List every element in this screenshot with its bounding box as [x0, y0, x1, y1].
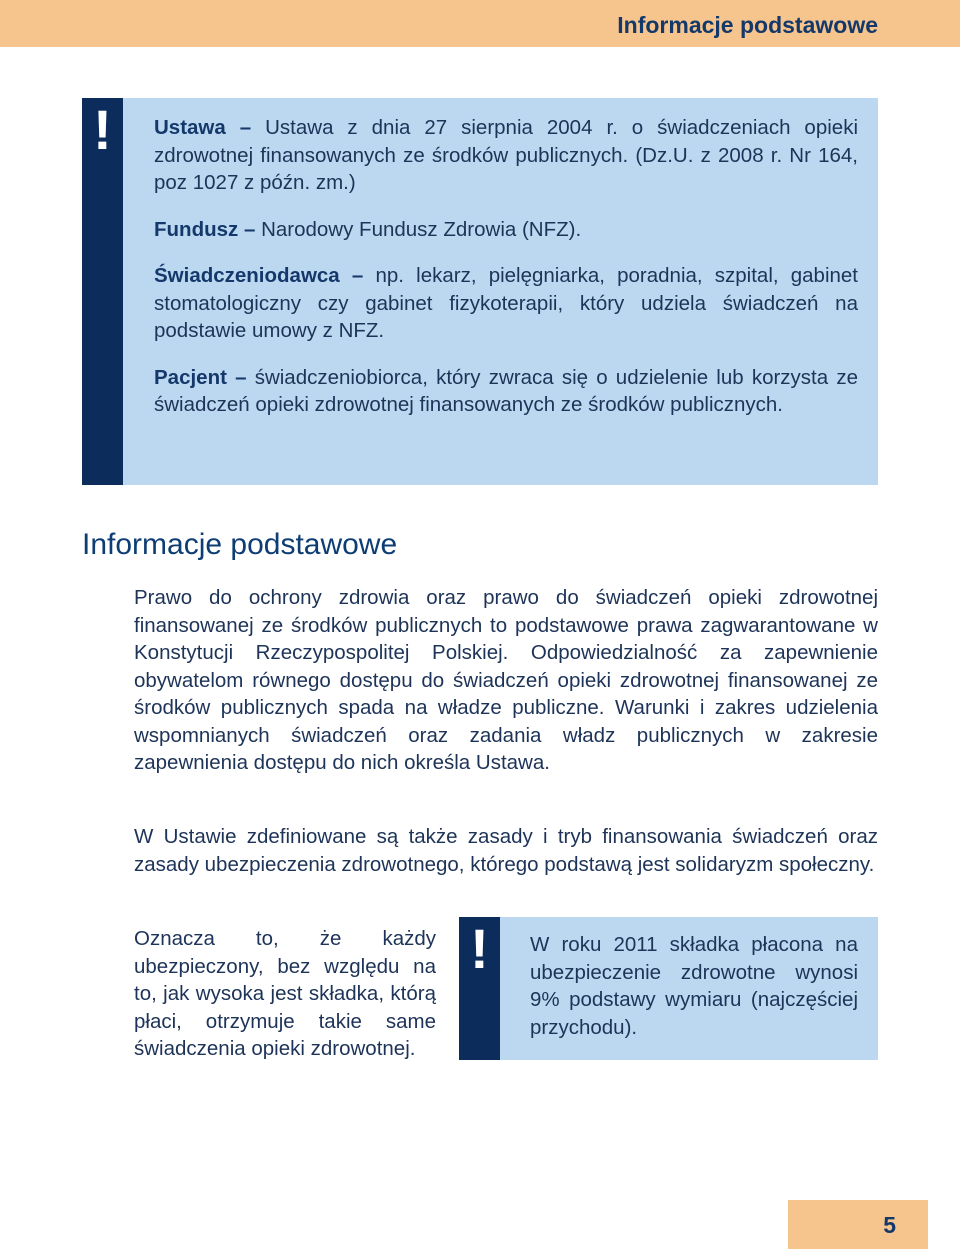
header-bar — [0, 0, 960, 47]
header-title: Informacje podstawowe — [617, 12, 878, 38]
exclamation-icon: ! — [470, 917, 489, 980]
section-heading: Informacje podstawowe — [82, 528, 398, 561]
definition-text: Ustawa z dnia 27 sierpnia 2004 r. o świadczeniach opieki zdrowotnej finansowanych ze środków publicznych. (Dz.U. z 2008 r. Nr 164, poz 1027 z późn. zm.) — [154, 116, 858, 194]
definition-text: świadczeniobiorca, który zwraca się o udzielenie lub korzysta ze świadczeń opieki zdrowotnej finansowanych ze środków publicznych. — [154, 365, 858, 416]
definitions-box — [82, 98, 878, 485]
definition-swiadczeniodawca — [154, 262, 858, 345]
definition-term: Świadczeniodawca – — [154, 264, 376, 287]
definitions-list — [154, 114, 858, 438]
exclamation-icon: ! — [93, 98, 112, 161]
contribution-note-box — [459, 917, 878, 1060]
page-number-box — [788, 1200, 928, 1249]
definition-term: Ustawa – — [154, 116, 266, 139]
body-paragraph-principles: W Ustawie zdefiniowane są także zasady i tryb finansowania świadczeń oraz zasady ubezpieczenia zdrowotnego, którego podstawą jest solidaryzm społeczny. — [134, 825, 878, 876]
definition-text: Narodowy Fundusz Zdrowia (NFZ). — [261, 217, 582, 241]
body-paragraph-rights: Prawo do ochrony zdrowia oraz prawo do świadczeń opieki zdrowotnej finansowanej ze środków publicznych to podstawowe prawa zagwarantowane w Konstytucji Rzeczypospolitej Polskiej. Odpowiedzialność za zapewnienie obywatelom równego dostępu do świadczeń opieki zdrowotnej finansowanej ze środków publicznych spada na władze publiczne. Warunki i zakres udzielenia wspomnianych świadczeń oraz zadania władz publicznych w zakresie zapewnienia dostępu do nich określa Ustawa. — [134, 586, 878, 774]
equal-benefits-paragraph: Oznacza to, że każdy ubezpieczony, bez względu na to, jak wysoka jest składka, którą płaci, otrzymuje takie same świadczenia opieki zdrowotnej. — [134, 927, 436, 1060]
definition-pacjent — [154, 364, 858, 419]
definition-term: Pacjent – — [154, 365, 255, 389]
definition-ustawa — [154, 114, 858, 197]
note-text: W roku 2011 składka płacona na ubezpieczenie zdrowotne wynosi 9% podstawy wymiaru (najczęściej przychodu). — [530, 933, 858, 1039]
definition-text: np. lekarz, pielęgniarka, poradnia, szpital, gabinet stomatologiczny czy gabinet fizykoterapii, który udziela świadczeń na podstawie umowy z NFZ. — [154, 264, 859, 342]
definition-fundusz — [154, 216, 858, 244]
definition-term: Fundusz – — [154, 217, 262, 241]
page-number: 5 — [883, 1212, 896, 1238]
note-stripe — [459, 917, 500, 1060]
box-stripe — [82, 98, 123, 485]
